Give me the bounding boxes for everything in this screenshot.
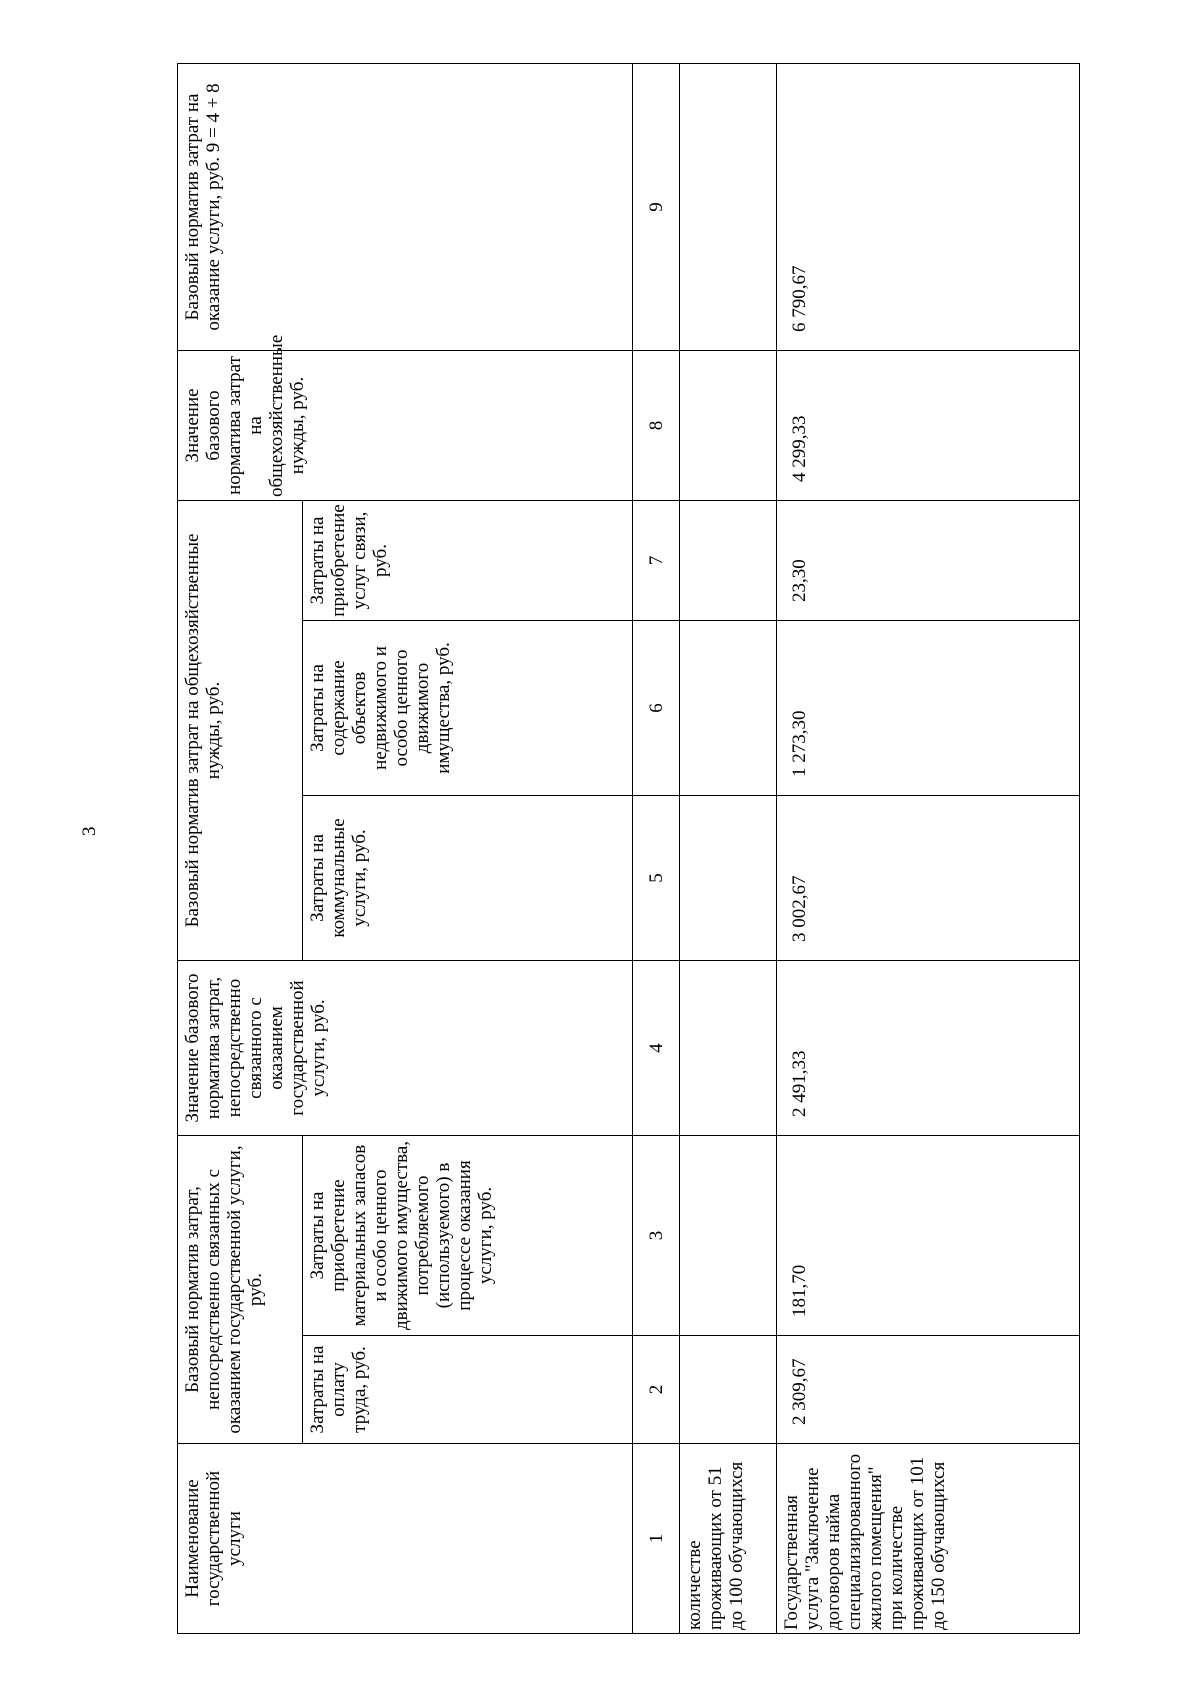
row-value: 3 002,67 bbox=[777, 795, 1080, 960]
table-row bbox=[777, 63, 1080, 1633]
row-value bbox=[680, 795, 777, 960]
header-maintenance: Затраты на содержание объектов недвижимого и особо ценного движимого имущества, руб. bbox=[303, 620, 633, 795]
row-value: 23,30 bbox=[777, 500, 1080, 620]
row-value: 2 491,33 bbox=[777, 960, 1080, 1135]
rotated-table-wrapper bbox=[177, 64, 1080, 1634]
column-number: 7 bbox=[633, 500, 680, 620]
row-value bbox=[680, 63, 777, 350]
column-number: 5 bbox=[633, 795, 680, 960]
header-utilities: Затраты на коммунальные услуги, руб. bbox=[303, 795, 633, 960]
header-direct-total: Значение базового норматива затрат, непосредственно связанного с оказанием государственной услуги, руб. bbox=[178, 960, 633, 1135]
row-value bbox=[680, 960, 777, 1135]
column-number: 9 bbox=[633, 63, 680, 350]
header-base-total: Базовый норматив затрат на оказание услуги, руб. 9 = 4 + 8 bbox=[178, 63, 633, 350]
header-group-general: Базовый норматив затрат на общехозяйственные нужды, руб. bbox=[178, 500, 303, 960]
column-number: 6 bbox=[633, 620, 680, 795]
table-row bbox=[680, 63, 777, 1633]
header-group-direct: Базовый норматив затрат, непосредственно связанных с оказанием государственной услуги, руб. bbox=[178, 1135, 303, 1443]
header-labor: Затраты на оплату труда, руб. bbox=[303, 1336, 633, 1444]
row-value bbox=[680, 1336, 777, 1444]
row-service-name: количестве проживающих от 51 до 100 обучающихся bbox=[680, 1444, 777, 1634]
cost-norms-table bbox=[177, 63, 1080, 1634]
page-number: 3 bbox=[79, 826, 100, 836]
column-numbers-row bbox=[633, 63, 680, 1633]
header-communications: Затраты на приобретение услуг связи, руб. bbox=[303, 500, 633, 620]
row-value: 181,70 bbox=[777, 1135, 1080, 1335]
row-value: 2 309,67 bbox=[777, 1336, 1080, 1444]
row-value: 1 273,30 bbox=[777, 620, 1080, 795]
row-value bbox=[680, 1135, 777, 1335]
row-value: 4 299,33 bbox=[777, 350, 1080, 500]
column-number: 4 bbox=[633, 960, 680, 1135]
row-value bbox=[680, 620, 777, 795]
row-value bbox=[680, 500, 777, 620]
header-service-name: Наименование государственной услуги bbox=[178, 1444, 633, 1634]
row-value bbox=[680, 350, 777, 500]
row-service-name: Государственная услуга "Заключение договоров найма специализированного жилого помещения" при количестве проживающих от 101 до 150 обучающихся bbox=[777, 1444, 1080, 1634]
column-number: 3 bbox=[633, 1135, 680, 1335]
header-general-total: Значение базового норматива затрат на общехозяйственные нужды, руб. bbox=[178, 350, 633, 500]
row-value: 6 790,67 bbox=[777, 63, 1080, 350]
column-number: 2 bbox=[633, 1336, 680, 1444]
column-number: 1 bbox=[633, 1444, 680, 1634]
header-materials: Затраты на приобретение материальных запасов и особо ценного движимого имущества, потребляемого (используемого) в процессе оказания услуги, руб. bbox=[303, 1135, 633, 1335]
column-number: 8 bbox=[633, 350, 680, 500]
